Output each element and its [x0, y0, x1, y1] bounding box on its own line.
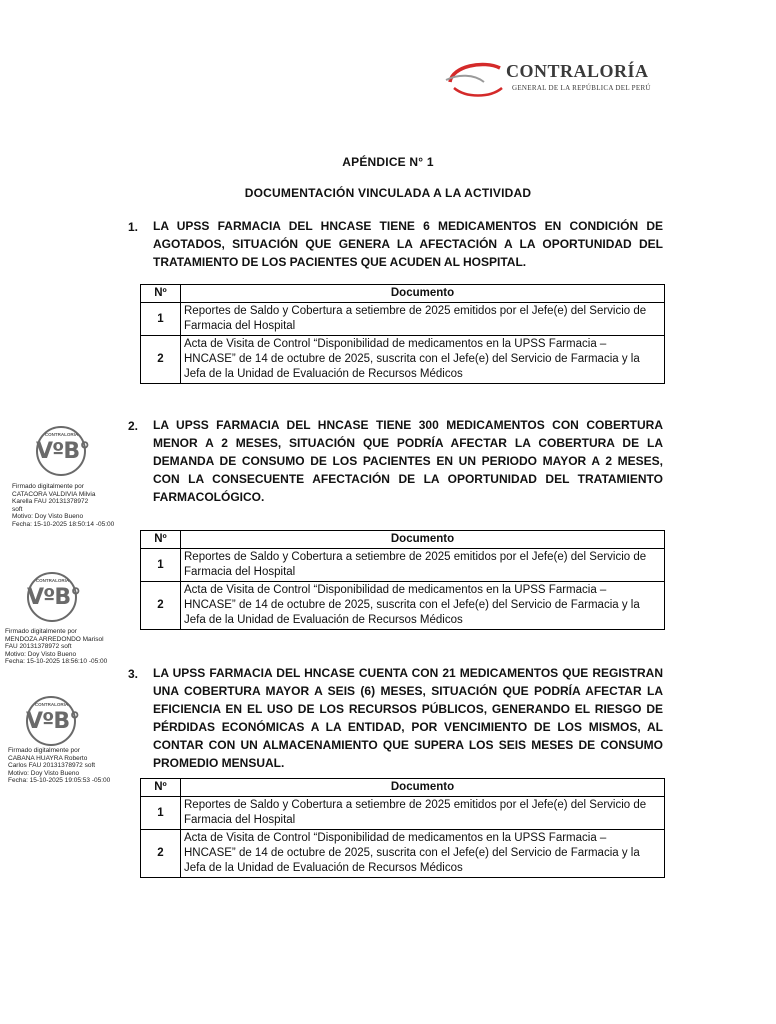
row-document: Acta de Visita de Control “Disponibilidad de medicamentos en la UPSS Farmacia – HNCASE” de 14 de octubre de 2025, suscrita con el Jefe(e) del Servicio de Farmacia y la Jefa de la Unidad de Evaluación de Recursos Médicos	[181, 830, 665, 878]
table-header-row	[141, 285, 665, 303]
seal-mark: VºB°	[26, 709, 80, 734]
row-number: 1	[141, 797, 181, 830]
seal-top-text: CONTRALORÍA	[35, 578, 70, 583]
section-2-table	[140, 530, 665, 630]
table-row	[141, 336, 665, 384]
section-1-table	[140, 284, 665, 384]
table-row	[141, 797, 665, 830]
table-header-row	[141, 531, 665, 549]
table-header-row	[141, 779, 665, 797]
digital-signature-3: Firmado digitalmente por CABANA HUAYRA Roberto Carlos FAU 20131378972 soft Motivo: Doy Visto Bueno Fecha: 15-10-2025 19:05:53 -05:00	[8, 747, 111, 784]
table-row	[141, 582, 665, 630]
document-subtitle: DOCUMENTACIÓN VINCULADA A LA ACTIVIDAD	[244, 186, 532, 200]
column-document-header: Documento	[181, 531, 665, 549]
column-document-header: Documento	[181, 285, 665, 303]
row-document: Reportes de Saldo y Cobertura a setiembre de 2025 emitidos por el Jefe(e) del Servicio de Farmacia del Hospital	[181, 303, 665, 336]
section-3-heading: LA UPSS FARMACIA DEL HNCASE CUENTA CON 21 MEDICAMENTOS QUE REGISTRAN UNA COBERTURA MAYOR A SEIS (6) MESES, SITUACIÓN QUE PODRÍA AFECTAR LA EFICIENCIA EN EL USO DE LOS RECURSOS PÚBLICOS, GENERANDO EL RIESGO DE PÉRDIDAS ECONÓMICAS A LA ENTIDAD, POR VENCIMIENTO DE LOS MISMOS, AL CONTAR CON UN ALMACENAMIENTO QUE SUPERA LOS SEIS MESES DE CONSUMO PROMEDIO MENSUAL.	[153, 666, 663, 770]
digital-signature-1: Firmado digitalmente por CATACORA VALDIVIA Milvia Karella FAU 20131378972 soft Motivo: Doy Visto Bueno Fecha: 15-10-2025 18:50:14 -05:00	[12, 483, 115, 528]
column-number-header: Nº	[141, 285, 181, 303]
visto-bueno-seal-icon	[26, 696, 78, 748]
seal-top-text: CONTRALORÍA	[34, 702, 69, 707]
section-3-number: 3.	[128, 667, 139, 681]
row-document: Reportes de Saldo y Cobertura a setiembre de 2025 emitidos por el Jefe(e) del Servicio de Farmacia del Hospital	[181, 797, 665, 830]
section-1-number: 1.	[128, 220, 139, 234]
contraloria-logo	[444, 58, 658, 102]
table-row	[141, 303, 665, 336]
row-number: 2	[141, 336, 181, 384]
visto-bueno-seal-icon	[27, 572, 79, 624]
column-document-header: Documento	[181, 779, 665, 797]
column-number-header: Nº	[141, 531, 181, 549]
seal-top-text: CONTRALORÍA	[44, 432, 79, 437]
row-number: 1	[141, 303, 181, 336]
table-row	[141, 549, 665, 582]
section-2-heading: LA UPSS FARMACIA DEL HNCASE TIENE 300 MEDICAMENTOS CON COBERTURA MENOR A 2 MESES, SITUACIÓN QUE PODRÍA AFECTAR LA COBERTURA DE LA DEMANDA DE CONSUMO DE LOS PACIENTES EN UN PERIODO MAYOR A 2 MESES, CON LA CONSECUENTE AFECTACIÓN DE LA OPORTUNIDAD DEL TRATAMIENTO FARMACOLÓGICO.	[153, 418, 663, 504]
appendix-title: APÉNDICE N° 1	[342, 155, 434, 169]
table-row	[141, 830, 665, 878]
visto-bueno-seal-icon	[36, 426, 88, 478]
logo-swoosh-icon	[444, 58, 506, 102]
logo-subtitle: GENERAL DE LA REPÚBLICA DEL PERÚ	[512, 84, 651, 92]
section-2-number: 2.	[128, 419, 139, 433]
row-document: Acta de Visita de Control “Disponibilidad de medicamentos en la UPSS Farmacia – HNCASE” de 14 de octubre de 2025, suscrita con el Jefe(e) del Servicio de Farmacia y la Jefa de la Unidad de Evaluación de Recursos Médicos	[181, 582, 665, 630]
digital-signature-2: Firmado digitalmente por MENDOZA ARREDONDO Marisol FAU 20131378972 soft Motivo: Doy Visto Bueno Fecha: 15-10-2025 18:56:10 -05:00	[5, 628, 108, 665]
row-number: 2	[141, 582, 181, 630]
section-3-table	[140, 778, 665, 878]
row-document: Reportes de Saldo y Cobertura a setiembre de 2025 emitidos por el Jefe(e) del Servicio de Farmacia del Hospital	[181, 549, 665, 582]
seal-mark: VºB°	[36, 439, 90, 464]
row-document: Acta de Visita de Control “Disponibilidad de medicamentos en la UPSS Farmacia – HNCASE” de 14 de octubre de 2025, suscrita con el Jefe(e) del Servicio de Farmacia y la Jefa de la Unidad de Evaluación de Recursos Médicos	[181, 336, 665, 384]
row-number: 2	[141, 830, 181, 878]
section-1-heading: LA UPSS FARMACIA DEL HNCASE TIENE 6 MEDICAMENTOS EN CONDICIÓN DE AGOTADOS, SITUACIÓN QUE GENERA LA AFECTACIÓN A LA OPORTUNIDAD DEL TRATAMIENTO DE LOS PACIENTES QUE ACUDEN AL HOSPITAL.	[153, 219, 663, 269]
column-number-header: Nº	[141, 779, 181, 797]
seal-mark: VºB°	[27, 585, 81, 610]
logo-title: CONTRALORÍA	[506, 61, 649, 81]
row-number: 1	[141, 549, 181, 582]
